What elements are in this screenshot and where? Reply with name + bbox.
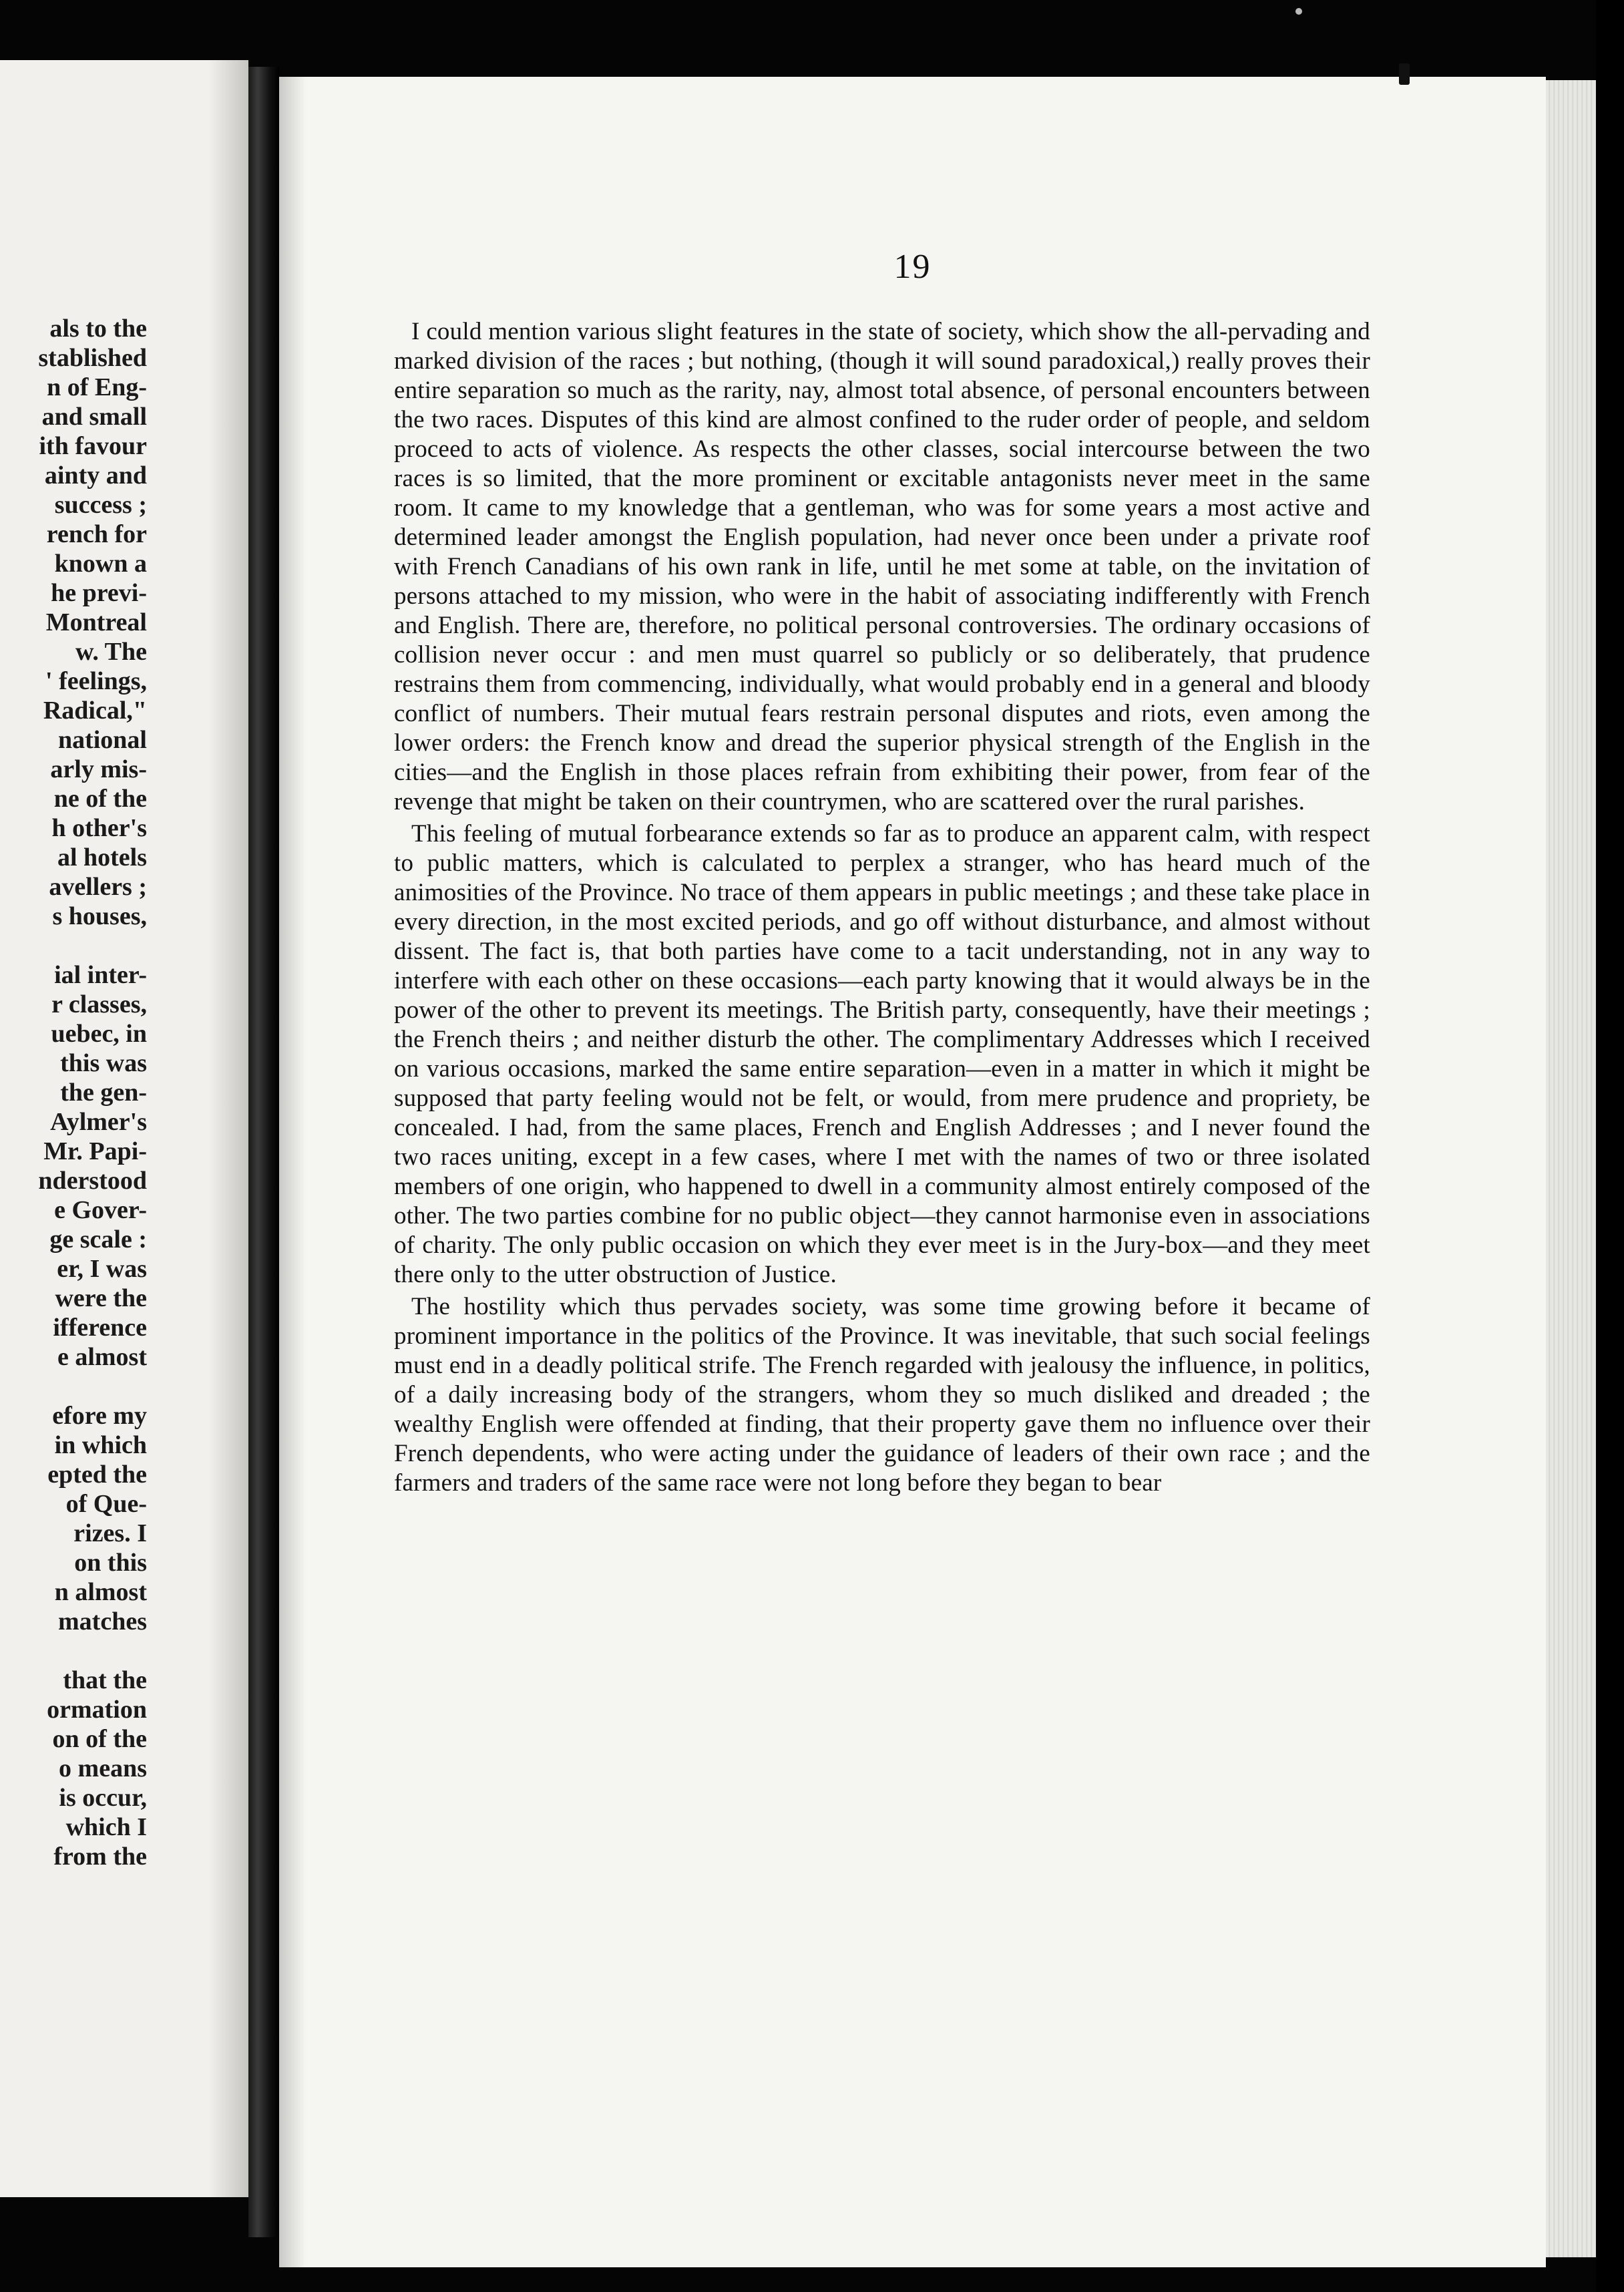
previous-page-line: w. The [75,638,147,666]
previous-page-line: als to the [49,315,147,343]
previous-page-line: on this [74,1549,147,1577]
previous-page-line: which I [65,1813,147,1841]
previous-page-line: on of the [52,1725,147,1753]
background-edge [1596,0,1624,2292]
previous-page-line: known a [54,550,147,578]
previous-page-line: ith favour [39,432,147,460]
previous-page-line: Radical," [43,697,147,725]
previous-page-line: avellers ; [49,873,147,901]
previous-page-line: efore my [52,1402,147,1430]
scan-mark [1399,63,1410,85]
previous-page-line: that the [63,1666,147,1694]
previous-page-line [0,1372,147,1401]
previous-page-line: stablished [38,344,147,372]
previous-page-line: Mr. Papi- [43,1137,147,1165]
previous-page-line: e almost [57,1343,147,1371]
previous-page-line: ainty and [44,461,147,490]
previous-page-line: al hotels [57,843,147,872]
gutter-shadow [208,60,248,2197]
previous-page-line: Montreal [45,608,147,636]
previous-page-text [0,314,147,1871]
previous-page-line: in which [54,1431,147,1459]
previous-page-line [0,1636,147,1666]
page-number: 19 [893,248,932,286]
previous-page-line: of Que- [65,1490,147,1518]
previous-page-line: ge scale : [49,1225,147,1254]
scan-speck [1295,8,1302,15]
page-body [394,317,1370,1501]
previous-page-line: arly mis- [50,755,147,783]
previous-page-line: ifference [53,1314,147,1342]
previous-page-line: n of Eng- [47,373,147,401]
previous-page-line: were the [55,1284,147,1312]
previous-page-line: national [57,726,147,754]
previous-page-line: is occur, [59,1784,147,1812]
previous-page-line: matches [58,1607,147,1636]
current-page [279,77,1546,2267]
page-curve-shadow [279,77,306,2267]
paragraph: This feeling of mutual forbearance extends so far as to produce an apparent calm, with respect to public matters, which is calculated to perplex a stranger, who has heard much of the animosities of the Province. No trace of them appears in public meetings ; and these take place in every direction, in the most excited periods, and go off without disturbance, and almost without dissent. The fact is, that both parties have come to a tacit understanding, not in any way to interfere with each other on these occasions—each party knowing that it would always be in the power of the other to prevent its meetings. The British party, consequently, have their meetings ; the French theirs ; and neither disturb the other. The complimentary Addresses which I received on various occasions, marked the same entire separation—even in a matter in which it might be supposed that party feeling would not be felt, or would, from mere prudence and propriety, be concealed. I had, from the same places, French and English Addresses ; and I never found the two races uniting, except in a few cases, where I met with the names of two or three isolated members of one origin, who happened to dwell in a community almost entirely composed of the other. The two parties combine for no public object—they cannot harmonise even in associations of charity. The only public occasion on which they ever meet is in the Jury-box—and they meet there only to the utter obstruction of Justice. [394,820,1370,1288]
previous-page-line: Aylmer's [50,1108,147,1136]
previous-page-line: the gen- [60,1079,147,1107]
previous-page-line: this was [60,1049,147,1077]
paragraph: I could mention various slight features in the state of society, which show the all-pervading and marked division of the races ; but nothing, (though it will sound paradoxical,) really proves their entire separation so much as the rarity, nay, almost total absence, of personal encounters between the two races. Disputes of this kind are almost confined to the ruder order of people, and seldom proceed to acts of violence. As respects the other classes, social intercourse between the two races is so limited, that the more prominent or excitable antagonists never meet in the same room. It came to my knowledge that a gentleman, who was for some years a most active and determined leader amongst the English population, had never once been under a private roof with French Canadians of his own rank in life, until he met some at table, on the invitation of persons attached to my mission, who were in the habit of associating indifferently with French and English. There are, therefore, no political personal controversies. The ordinary occasions of collision never occur : and men must quarrel so publicly or so deliberately, that prudence restrains them from commencing, individually, what would probably end in a general and bloody conflict of numbers. Their mutual fears restrain personal disputes and riots, even among the lower orders: the French know and dread the superior physical strength of the English in the cities—and the English in those places refrain from exhibiting their power, from fear of the revenge that might be taken on their countrymen, who are scattered over the rural parishes. [394,318,1370,815]
previous-page-line: rench for [46,520,147,548]
previous-page-line: n almost [54,1578,147,1606]
previous-page-line: ' feelings, [45,667,147,695]
previous-page-line: he previ- [51,579,147,607]
book-spine [248,67,279,2237]
previous-page-line [0,931,147,960]
previous-page-line: uebec, in [51,1020,147,1048]
previous-page-line: h other's [51,814,147,842]
previous-page-line: epted the [47,1461,147,1489]
previous-page-line: e Gover- [54,1196,147,1224]
previous-page-line: r classes, [51,990,147,1018]
previous-page-line: s houses, [52,902,147,930]
previous-page-line: o means [59,1754,147,1782]
previous-page-line: ne of the [53,785,147,813]
previous-page-line: and small [41,403,147,431]
paragraph: The hostility which thus pervades society, was some time growing before it became of prominent importance in the politics of the Province. It was inevitable, that such social feelings must end in a deadly political strife. The French regarded with jealousy the influence, in politics, of a daily increasing body of the strangers, whom they so much disliked and dreaded ; the wealthy English were offended at finding, that their property gave them no influence over their French dependents, who were acting under the guidance of leaders of their own race ; and the farmers and traders of the same race were not long before they began to bear [394,1293,1370,1497]
previous-page [0,60,248,2197]
previous-page-line: ial inter- [54,961,147,989]
previous-page-line: nderstood [38,1167,147,1195]
previous-page-line: from the [53,1843,147,1871]
previous-page-line: success ; [54,491,147,519]
previous-page-line: ormation [47,1696,147,1724]
previous-page-line: er, I was [57,1255,147,1283]
previous-page-line: rizes. I [73,1519,147,1547]
